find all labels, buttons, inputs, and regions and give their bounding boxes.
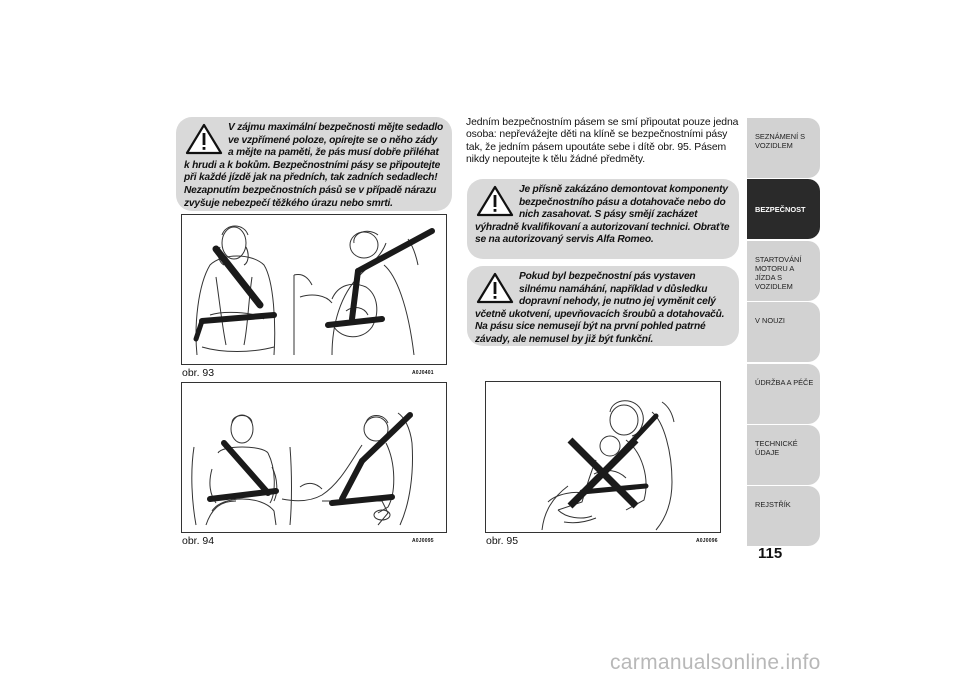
warning-box-dismantling [467, 179, 739, 259]
tab-startovani-motoru[interactable]: STARTOVÁNÍ MOTORU A JÍZDA S VOZIDLEM [747, 241, 820, 301]
figure-code: A0J0095 [412, 538, 434, 544]
figure-code: A0J0401 [412, 370, 434, 376]
figure-95-image [485, 381, 721, 533]
figure-94-image [181, 382, 447, 533]
warning-text: Je přísně zakázáno demontovat komponenty bezpečnostního pásu a dotahovače nebo do nich zasahovat. S pásy smějí zacházet výhradně kvalifikovaní a autorizovaní technici. Obraťte se na autorizovaný servis Alfa Romeo. [475, 184, 730, 246]
figure-caption: obr. 95 [486, 535, 519, 547]
figure-caption: obr. 94 [182, 535, 215, 547]
warning-text: V zájmu maximální bezpečnosti mějte sedadlo ve vzpřímené poloze, opírejte se o něho zády a mějte na paměti, že pás musí dobře přiléhat k hrudi a k bokům. Bezpečnostními pásy se připoutejte při každé jízdě jak na předních, tak zadních sedadlech! Nezapnutím bezpečnostních pásů se v případě nárazu zvyšuje nebezpečí těžkého úrazu nebo smrti. [184, 122, 444, 209]
prohibited-x-mark [570, 440, 636, 506]
figure-93-image [181, 214, 447, 365]
body-paragraph: Jedním bezpečnostním pásem se smí připoutat pouze jedna osoba: nepřevážejte děti na klíně se bezpečnostními pásy tak, že jedním pásem upoutáte sebe i dítě obr. 95. Pásem nikdy nepoutejte k tělu žádné předměty. [466, 117, 739, 166]
warning-box-replace-belt [467, 266, 739, 346]
warning-triangle-icon [184, 122, 224, 156]
warning-triangle-icon [475, 184, 515, 218]
tab-rejstrik[interactable]: REJSTŘÍK [747, 486, 820, 546]
side-navigation [747, 118, 820, 548]
tab-technicke-udaje[interactable]: TECHNICKÉ ÚDAJE [747, 425, 820, 485]
warning-triangle-icon [475, 271, 515, 305]
watermark: carmanualsonline.info [610, 651, 821, 674]
figure-code: A0J0096 [696, 538, 718, 544]
tab-seznameni-s-vozidlem[interactable]: SEZNÁMENÍ S VOZIDLEM [747, 118, 820, 178]
page-number: 115 [758, 545, 783, 562]
tab-udrzba-a-pece[interactable]: ÚDRŽBA A PÉČE [747, 364, 820, 424]
figure-caption: obr. 93 [182, 367, 215, 379]
tab-v-nouzi[interactable]: V NOUZI [747, 302, 820, 362]
warning-text: Pokud byl bezpečnostní pás vystaven silnému namáhání, například v důsledku dopravní nehody, je nutno jej vyměnit celý včetně ukotvení, upevňovacích šroubů a dotahovačů. Na pásu sice nemusejí být na první pohled patrné závady, ale nemusel by již být funkční. [475, 271, 725, 345]
tab-bezpecnost[interactable]: BEZPEČNOST [747, 179, 820, 239]
warning-box-seating-position [176, 117, 452, 211]
